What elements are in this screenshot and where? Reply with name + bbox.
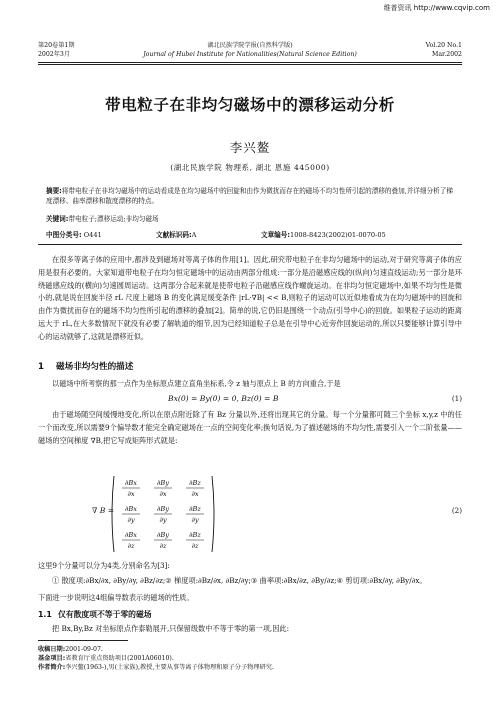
- footnote-received: [38, 645, 274, 654]
- svg-text:∂z: ∂z: [191, 542, 199, 550]
- footnote-funding-label: 基金项目:: [38, 655, 66, 663]
- section-1-para-1-text: 以磁场中所考察的那一点作为坐标原点建立直角坐标系,令 z 轴与原点上 B 的方向重合,于是: [52, 379, 341, 388]
- publish-date-en: Mar.2002: [431, 50, 462, 58]
- clc-code: [46, 229, 102, 239]
- publish-date: 2002年3月: [38, 50, 71, 58]
- section-1-para-1: [38, 378, 462, 391]
- tensor-classes-line: ① 散度项:∂Bx/∂x, ∂By/∂y, ∂Bz/∂z;② 梯度项:∂Bz/∂x, ∂Bz/∂y;③ 曲率项:∂Bx/∂z, ∂By/∂z;④ 剪切项:∂Bx/∂y, ∂By/∂x。: [52, 576, 427, 585]
- abstract-rule: [38, 244, 462, 245]
- intro-text: 在很多等离子体的应用中,都涉及到磁场对等离子体的作用[1]。因此,研究带电粒子在非均匀磁场中的运动,对于研究等离子体的应用是很有必要的。大家知道带电粒子在均匀恒定磁场中的运动由两部分组成:一部分是沿磁感应线的(纵向)匀速直线运动;另一部分是环绕磁感应线的(横向)匀速圆周运动。这两部分合起来就是使带电粒子沿磁感应线作螺旋运动。在非均匀恒定磁场中,如果不均匀性是微小的,就是说在回旋半径 rL 尺度上磁场 B 的变化满足缓变条件 |rL·∇B| << B,则粒子的运动可以近似地看成为在均匀磁场中的回旋和由作为微扰而存在的磁场不均匀性所引起的漂移的叠加[2]。简单的说,它仍旧是围绕一个动点(引导中心)的回旋。如果粒子运动的距离远大于 rL,在大多数情况下就没有必要了解轨道的细节,因为已经知道粒子总是在引导中心近旁作回旋运动的,所以只要能够计算引导中心的运动就够了,这就是漂移近似。: [38, 255, 462, 341]
- footnote-received-text: 2001-09-07.: [65, 646, 103, 653]
- header-rule: [38, 62, 462, 63]
- svg-text:∂Bx: ∂Bx: [125, 505, 137, 513]
- article-number: [261, 229, 386, 239]
- section-1-para-2: [38, 409, 462, 447]
- keywords-text: 带电粒子;漂移运动;非均匀磁场: [68, 215, 159, 223]
- svg-text:∂x: ∂x: [191, 490, 199, 498]
- equation-2-lhs: ∇ B =: [92, 506, 115, 515]
- journal-volume-en: [426, 42, 462, 59]
- footnote-received-label: 收稿日期:: [38, 646, 66, 653]
- footnotes: [38, 645, 274, 673]
- section-1-heading: [38, 360, 133, 372]
- header-rule-thin: [38, 64, 462, 65]
- section-1-1-number: 1.1: [38, 610, 52, 619]
- footnote-funding: [38, 654, 274, 663]
- footnote-author-bio-text: 李兴鳌(1963-),男(土家族),教授,主要从事等离子体物理和原子分子物理研究.: [65, 664, 274, 672]
- section-1-1-para-1: 把 Bx,By,Bz 对坐标原点作泰勒展开,只保留级数中不等于零的第一项,因此:: [52, 624, 289, 633]
- journal-volume-info: [38, 42, 75, 59]
- clc-label: 中图分类号:: [46, 231, 82, 239]
- section-1-para-4: 下面进一步说明这4组偏导数表示的磁场的性质。: [38, 593, 194, 602]
- svg-text:∂Bz: ∂Bz: [189, 531, 201, 539]
- footnote-funding-text: 省教育厅重点资助项目(2001A06010).: [65, 655, 174, 663]
- footnote-author-bio: [38, 663, 274, 672]
- section-1-para-3: [38, 560, 462, 573]
- svg-text:∂By: ∂By: [157, 479, 169, 487]
- journal-name-en: Journal of Hubei Institute for Nationalities(Natural Science Edition): [143, 50, 357, 58]
- volume-issue-en: Vol.20 No.1: [425, 42, 462, 49]
- paper-author: 李兴鳌: [229, 140, 271, 155]
- volume-issue: 第20卷第1期: [38, 42, 75, 49]
- svg-text:∂Bz: ∂Bz: [189, 479, 201, 487]
- svg-text:∂Bx: ∂Bx: [125, 479, 137, 487]
- section-1-1-heading: [38, 609, 152, 620]
- section-1-para-3-text: 这里9个分量可以分为4类,分别命名为[3]:: [38, 561, 170, 570]
- gradient-tensor-matrix: [108, 474, 218, 554]
- clc-value: O441: [83, 231, 102, 239]
- svg-text:∂x: ∂x: [159, 490, 167, 498]
- keywords-label: 关键词:: [46, 215, 69, 223]
- doc-label: 文献标识码:: [156, 231, 192, 239]
- abstract: [46, 186, 456, 206]
- svg-text:∂Bz: ∂Bz: [189, 505, 201, 513]
- equation-1-text: Bx(0) = By(0) = 0, Bz(0) = B: [168, 394, 279, 403]
- watermark: 维普资讯 http://www.cqvip.com: [383, 4, 490, 12]
- author-affiliation: (湖北民族学院 物理系, 湖北 恩施 445000): [170, 163, 330, 172]
- section-1-title: 磁场非均匀性的描述: [56, 362, 134, 372]
- section-1-number: 1: [38, 362, 44, 372]
- svg-text:∂z: ∂z: [159, 542, 167, 550]
- art-label: 文章编号:: [261, 231, 291, 239]
- journal-name-cn: 湖北民族学院学报(自然科学版): [207, 42, 293, 49]
- svg-text:∂By: ∂By: [157, 505, 169, 513]
- keywords: [46, 214, 456, 224]
- svg-text:∂x: ∂x: [127, 490, 135, 498]
- doc-code: [156, 229, 196, 239]
- section-1-1-title: 仅有散度项不等于零的磁场: [58, 610, 152, 619]
- journal-name: [110, 42, 390, 59]
- equation-1-number: (1): [451, 394, 462, 403]
- svg-text:∂By: ∂By: [157, 531, 169, 539]
- svg-text:∂z: ∂z: [127, 542, 135, 550]
- doc-value: A: [191, 231, 197, 239]
- svg-text:∂Bx: ∂Bx: [125, 531, 137, 539]
- svg-text:∂y: ∂y: [191, 516, 199, 524]
- intro-paragraph: [38, 254, 462, 344]
- section-1-para-2-text: 由于磁场随空间缓慢地变化,所以在原点附近除了有 Bz 分量以外,还将出现其它的分量。每一个分量都可随三个坐标 x,y,z 中的任一个而改变,所以需要9个偏导数才能完全确定磁场在一点的空间变化率;换句话说,为了描述磁场的不均匀性,需要引入一个二阶张量——磁场的空间梯度 ∇B,把它写成矩阵形式就是:: [38, 410, 462, 445]
- svg-text:∂y: ∂y: [127, 516, 135, 524]
- svg-text:∂y: ∂y: [159, 516, 167, 524]
- paper-title: 带电粒子在非均匀磁场中的漂移运动分析: [105, 95, 395, 114]
- footnote-author-bio-label: 作者简介:: [38, 664, 66, 672]
- equation-2-number: (2): [451, 506, 462, 515]
- footnote-rule: [38, 640, 128, 641]
- abstract-text: 将带电粒子在非均匀磁场中的运动看成是在均匀磁场中的回旋和由作为微扰而存在的磁场不均匀性所引起的漂移的叠加,并详细分析了梯度漂移、曲率漂移和散度漂移的特点。: [46, 187, 453, 206]
- art-value: 1008-8423(2002)01-0070-05: [290, 231, 386, 239]
- abstract-label: 摘要:: [46, 187, 62, 195]
